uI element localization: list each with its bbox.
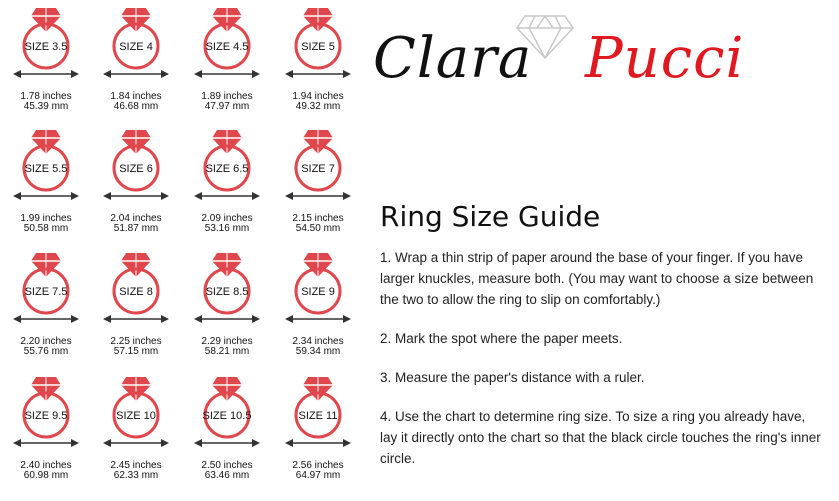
size-mm: 53.16 mm bbox=[204, 223, 250, 234]
width-arrow-icon bbox=[103, 439, 169, 447]
size-inches: 1.84 inches bbox=[110, 91, 162, 102]
ring-size-item bbox=[182, 4, 272, 112]
size-label: SIZE 5 bbox=[301, 41, 335, 53]
size-label: SIZE 7 bbox=[301, 163, 335, 175]
size-inches: 1.89 inches bbox=[201, 91, 253, 102]
ring-size-item bbox=[91, 373, 181, 481]
size-mm: 60.98 mm bbox=[23, 470, 69, 481]
size-label: SIZE 6 bbox=[119, 163, 153, 175]
size-label: SIZE 8.5 bbox=[205, 286, 249, 298]
width-arrow-icon bbox=[285, 315, 351, 323]
ring-size-item bbox=[273, 126, 363, 234]
size-inches: 1.99 inches bbox=[20, 213, 72, 224]
ring-size-item bbox=[273, 249, 363, 357]
size-inches: 2.34 inches bbox=[292, 336, 344, 347]
ring-size-item bbox=[91, 4, 181, 112]
width-arrow-icon bbox=[13, 439, 79, 447]
size-mm: 46.68 mm bbox=[113, 101, 159, 112]
width-arrow-icon bbox=[103, 315, 169, 323]
size-label: SIZE 10 bbox=[116, 410, 156, 422]
width-arrow-icon bbox=[194, 70, 260, 78]
size-label: SIZE 9 bbox=[301, 286, 335, 298]
ring-size-item bbox=[1, 373, 91, 481]
width-arrow-icon bbox=[103, 70, 169, 78]
width-arrow-icon bbox=[285, 70, 351, 78]
size-mm: 45.39 mm bbox=[23, 101, 69, 112]
brand-logo bbox=[365, 8, 765, 98]
size-label: SIZE 7.5 bbox=[24, 286, 68, 298]
size-mm: 47.97 mm bbox=[204, 101, 250, 112]
ring-size-item bbox=[182, 249, 272, 357]
size-inches: 2.25 inches bbox=[110, 336, 162, 347]
brand-first-name: Clara bbox=[373, 26, 533, 91]
size-mm: 51.87 mm bbox=[113, 223, 159, 234]
width-arrow-icon bbox=[285, 439, 351, 447]
size-inches: 2.56 inches bbox=[292, 460, 344, 471]
size-mm: 59.34 mm bbox=[295, 346, 341, 357]
brand-last-name: Pucci bbox=[585, 26, 745, 91]
ring-size-item bbox=[273, 4, 363, 112]
ring-size-item bbox=[1, 126, 91, 234]
size-label: SIZE 9.5 bbox=[24, 410, 68, 422]
ring-size-item bbox=[182, 373, 272, 481]
width-arrow-icon bbox=[285, 192, 351, 200]
size-label: SIZE 11 bbox=[298, 410, 338, 422]
guide-step: 4. Use the chart to determine ring size. To size a ring you already have, lay it directly onto the chart so that the black circle touches the ring's inner circle. bbox=[380, 409, 821, 466]
size-inches: 2.40 inches bbox=[20, 460, 72, 471]
size-mm: 64.97 mm bbox=[295, 470, 341, 481]
size-inches: 2.15 inches bbox=[292, 213, 344, 224]
size-inches: 1.78 inches bbox=[20, 91, 72, 102]
size-inches: 1.94 inches bbox=[292, 91, 344, 102]
guide-step: 1. Wrap a thin strip of paper around the base of your finger. If you have larger knuckles, measure both. (You may want to choose a size between the two to allow the ring to slip on comfortably.) bbox=[380, 250, 814, 307]
size-inches: 2.20 inches bbox=[20, 336, 72, 347]
size-label: SIZE 4 bbox=[119, 41, 153, 53]
ring-size-item bbox=[1, 4, 91, 112]
size-mm: 58.21 mm bbox=[204, 346, 250, 357]
width-arrow-icon bbox=[13, 192, 79, 200]
guide-step: 2. Mark the spot where the paper meets. bbox=[380, 331, 623, 346]
size-label: SIZE 8 bbox=[119, 286, 153, 298]
ring-size-item bbox=[182, 126, 272, 234]
width-arrow-icon bbox=[13, 70, 79, 78]
size-inches: 2.29 inches bbox=[201, 336, 253, 347]
width-arrow-icon bbox=[13, 315, 79, 323]
size-inches: 2.45 inches bbox=[110, 460, 162, 471]
size-label: SIZE 6.5 bbox=[205, 163, 249, 175]
size-label: SIZE 10.5 bbox=[202, 410, 252, 422]
size-mm: 63.46 mm bbox=[204, 470, 250, 481]
size-mm: 57.15 mm bbox=[113, 346, 159, 357]
size-mm: 50.58 mm bbox=[23, 223, 69, 234]
ring-size-guide bbox=[380, 200, 825, 487]
ring-size-item bbox=[1, 249, 91, 357]
width-arrow-icon bbox=[194, 439, 260, 447]
ring-size-item bbox=[91, 249, 181, 357]
ring-size-chart bbox=[0, 0, 370, 501]
width-arrow-icon bbox=[103, 192, 169, 200]
width-arrow-icon bbox=[194, 192, 260, 200]
width-arrow-icon bbox=[194, 315, 260, 323]
size-mm: 49.32 mm bbox=[295, 101, 341, 112]
size-inches: 2.50 inches bbox=[201, 460, 253, 471]
size-inches: 2.04 inches bbox=[110, 213, 162, 224]
guide-title: Ring Size Guide bbox=[380, 200, 601, 233]
size-mm: 54.50 mm bbox=[295, 223, 341, 234]
size-label: SIZE 4.5 bbox=[205, 41, 249, 53]
ring-size-item bbox=[273, 373, 363, 481]
size-label: SIZE 5.5 bbox=[24, 163, 68, 175]
size-mm: 55.76 mm bbox=[23, 346, 69, 357]
ring-size-item bbox=[91, 126, 181, 234]
size-inches: 2.09 inches bbox=[201, 213, 253, 224]
size-mm: 62.33 mm bbox=[113, 470, 159, 481]
size-label: SIZE 3.5 bbox=[24, 41, 68, 53]
guide-step: 3. Measure the paper's distance with a ruler. bbox=[380, 370, 645, 385]
